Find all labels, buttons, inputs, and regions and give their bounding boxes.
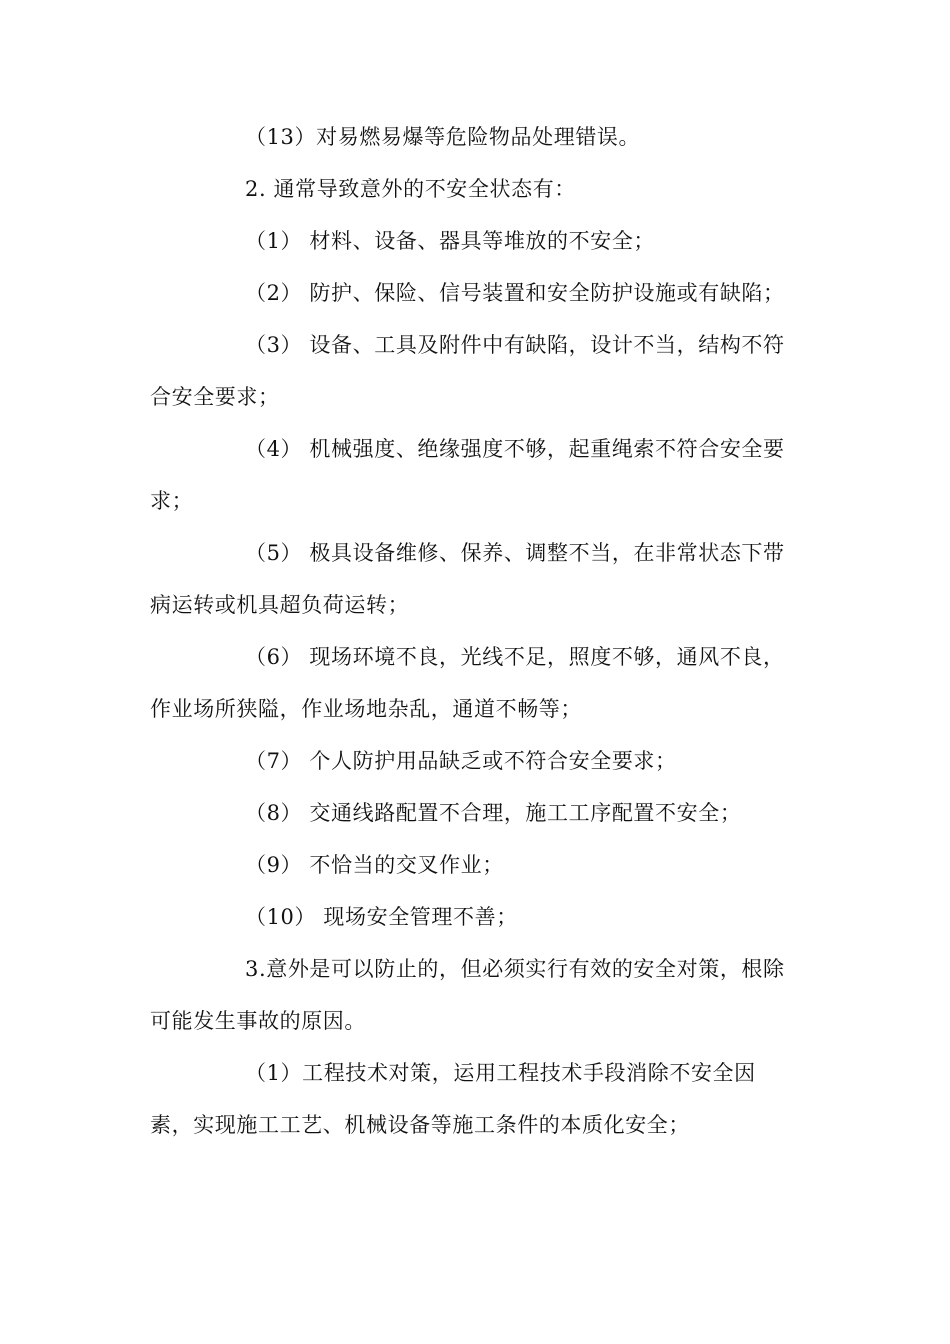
section-2-heading: 2. 通常导致意外的不安全状态有： (245, 177, 576, 201)
state-item-7: （7） 个人防护用品缺乏或不符合安全要求； (245, 749, 677, 773)
state-item-5-cont: 病运转或机具超负荷运转； (150, 593, 410, 617)
state-item-4: （4） 机械强度、绝缘强度不够，起重绳索不符合安全要 (245, 437, 785, 461)
item-13-text: （13）对易燃易爆等危险物品处理错误。 (245, 125, 641, 149)
state-item-1: （1） 材料、设备、器具等堆放的不安全； (245, 229, 656, 253)
section-3-heading: 3.意外是可以防止的，但必须实行有效的安全对策，根除 (245, 957, 785, 981)
state-item-10: （10） 现场安全管理不善； (245, 905, 518, 929)
state-item-5: （5） 极具设备维修、保养、调整不当，在非常状态下带 (245, 541, 785, 565)
state-item-6-cont: 作业场所狭隘，作业场地杂乱，通道不畅等； (150, 697, 582, 721)
state-item-9: （9） 不恰当的交叉作业； (245, 853, 504, 877)
state-item-2: （2） 防护、保险、信号装置和安全防护设施或有缺陷； (245, 281, 785, 305)
state-item-3-cont: 合安全要求； (150, 385, 280, 409)
state-item-4-cont: 求； (150, 489, 194, 513)
measure-item-1-cont: 素，实现施工工艺、机械设备等施工条件的本质化安全； (150, 1113, 690, 1137)
state-item-8: （8） 交通线路配置不合理，施工工序配置不安全； (245, 801, 742, 825)
state-item-6: （6） 现场环境不良，光线不足，照度不够，通风不良， (245, 645, 785, 669)
measure-item-1: （1）工程技术对策，运用工程技术手段消除不安全因 (245, 1061, 756, 1085)
state-item-3: （3） 设备、工具及附件中有缺陷，设计不当，结构不符 (245, 333, 785, 357)
section-3-heading-cont: 可能发生事故的原因。 (150, 1009, 366, 1033)
